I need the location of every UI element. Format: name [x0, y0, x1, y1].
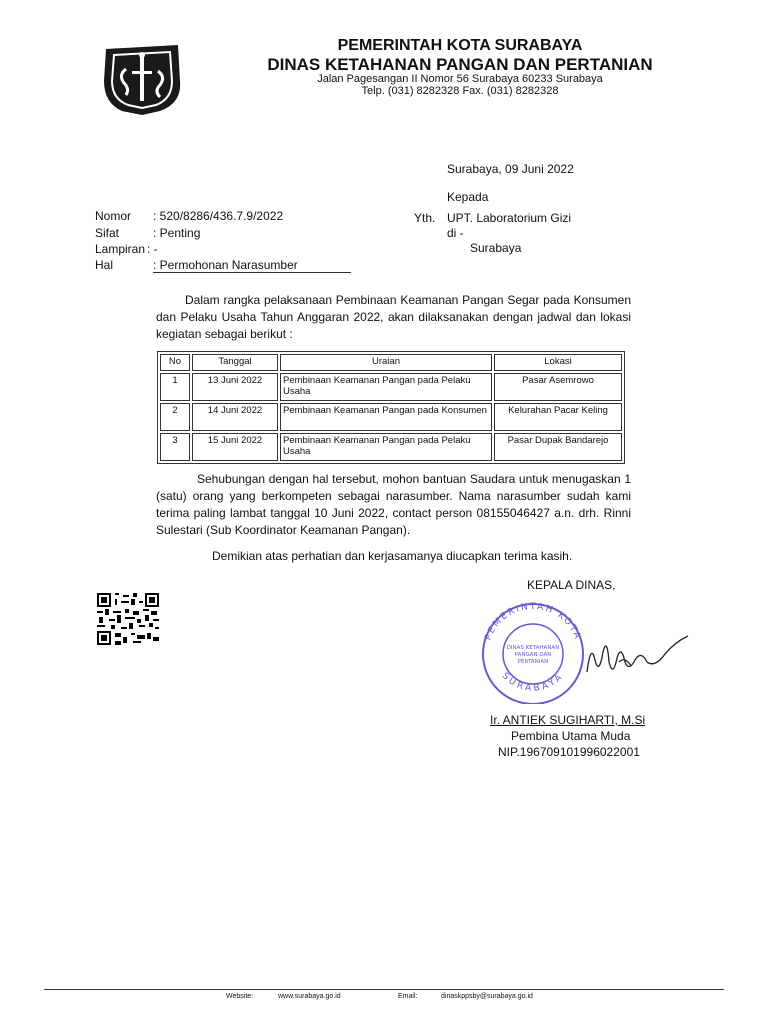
- stamp-inner-line: PERTANIAN: [517, 659, 549, 665]
- col-header-lokasi: Lokasi: [494, 354, 622, 371]
- official-stamp: [474, 600, 592, 704]
- svg-text:PEMERINTAH KOTA: [483, 602, 582, 642]
- footer-email-link[interactable]: dinaskppsby@surabaya.go.id: [441, 993, 533, 1000]
- paragraph-request: Sehubungan dengan hal tersebut, mohon bantuan Saudara untuk menugaskan 1 (satu) orang yang berkompeten sebagai narasumber. Nama narasumber sudah kami terima paling lambat tanggal 10 Juni 2022, contact person 08155046427 a.n. drh. Rinni Sulestari (Sub Koordinator Keamanan Pangan).: [156, 472, 631, 537]
- table-row: [160, 373, 622, 401]
- cell-uraian: Pembinaan Keamanan Pangan pada Konsumen: [280, 403, 492, 431]
- meta-nomor-value: : 520/8286/436.7.9/2022: [153, 209, 284, 223]
- meta-hal-value: : Permohonan Narasumber: [153, 258, 351, 273]
- paragraph-closing: Demikian atas perhatian dan kerjasamanya diucapkan terima kasih.: [212, 549, 573, 563]
- signatory-title: KEPALA DINAS,: [527, 578, 616, 592]
- handwritten-signature: [585, 632, 690, 682]
- signatory-name: Ir. ANTIEK SUGIHARTI, M.Si: [490, 713, 646, 727]
- cell-tanggal: 14 Juni 2022: [192, 403, 278, 431]
- header-address: Jalan Pagesangan II Nomor 56 Surabaya 60233 Surabaya: [317, 73, 603, 85]
- svg-text:SURABAYA: [500, 671, 567, 694]
- cell-uraian: Pembinaan Keamanan Pangan pada Pelaku Usaha: [280, 433, 492, 461]
- header-phone: Telp. (031) 8282328 Fax. (031) 8282328: [361, 85, 559, 97]
- recipient-di: di -: [447, 226, 464, 240]
- col-header-uraian: Uraian: [280, 354, 492, 371]
- meta-nomor-label: Nomor: [95, 209, 132, 223]
- cell-uraian: Pembinaan Keamanan Pangan pada Pelaku Usaha: [280, 373, 492, 401]
- footer-website-label: Website:: [226, 993, 254, 1000]
- footer-website-link[interactable]: www.surabaya.go.id: [278, 993, 341, 1000]
- letter-date: Surabaya, 09 Juni 2022: [447, 162, 574, 176]
- meta-sifat-label: Sifat: [95, 226, 120, 240]
- table-row: [160, 433, 622, 461]
- cell-lokasi: Pasar Dupak Bandarejo: [494, 433, 622, 461]
- recipient-name: UPT. Laboratorium Gizi: [447, 211, 572, 225]
- meta-sifat-value: : Penting: [153, 226, 201, 240]
- col-header-tanggal: Tanggal: [192, 354, 278, 371]
- cell-no: 2: [160, 403, 190, 431]
- recipient-yth: Yth.: [414, 211, 436, 225]
- schedule-table: [157, 351, 625, 464]
- cell-tanggal: 13 Juni 2022: [192, 373, 278, 401]
- table-row: [160, 403, 622, 431]
- meta-lampiran-label: Lampiran: [95, 242, 146, 256]
- header-government: PEMERINTAH KOTA SURABAYA: [337, 37, 583, 54]
- paragraph-intro: Dalam rangka pelaksanaan Pembinaan Keamanan Pangan Segar pada Konsumen dan Pelaku Usaha Tahun Anggaran 2022, akan dilaksanakan dengan jadwal dan lokasi kegiatan sebagai berikut :: [156, 293, 631, 341]
- surabaya-crest-logo: [100, 41, 184, 117]
- footer-divider: [44, 989, 724, 990]
- footer-email-label: Email:: [398, 993, 418, 1000]
- table-header-row: [160, 354, 622, 371]
- cell-lokasi: Kelurahan Pacar Keling: [494, 403, 622, 431]
- stamp-inner-line: PANGAN DAN: [514, 652, 552, 658]
- meta-lampiran-value: : -: [147, 242, 158, 256]
- col-header-no: No: [160, 354, 190, 371]
- stamp-outer-top: PEMERINTAH KOTA: [483, 601, 583, 642]
- cell-lokasi: Pasar Asemrowo: [494, 373, 622, 401]
- header-agency: DINAS KETAHANAN PANGAN DAN PERTANIAN: [267, 55, 653, 74]
- stamp-outer-bottom: SURABAYA: [499, 670, 567, 694]
- signatory-nip: NIP.196709101996022001: [498, 745, 640, 759]
- cell-no: 1: [160, 373, 190, 401]
- stamp-inner-line: DINAS KETAHANAN: [506, 645, 560, 651]
- cell-tanggal: 15 Juni 2022: [192, 433, 278, 461]
- qr-code-icon: [97, 593, 159, 645]
- signatory-rank: Pembina Utama Muda: [511, 729, 631, 743]
- meta-hal-label: Hal: [95, 258, 114, 272]
- recipient-kepada: Kepada: [447, 190, 489, 204]
- recipient-city: Surabaya: [470, 241, 522, 255]
- cell-no: 3: [160, 433, 190, 461]
